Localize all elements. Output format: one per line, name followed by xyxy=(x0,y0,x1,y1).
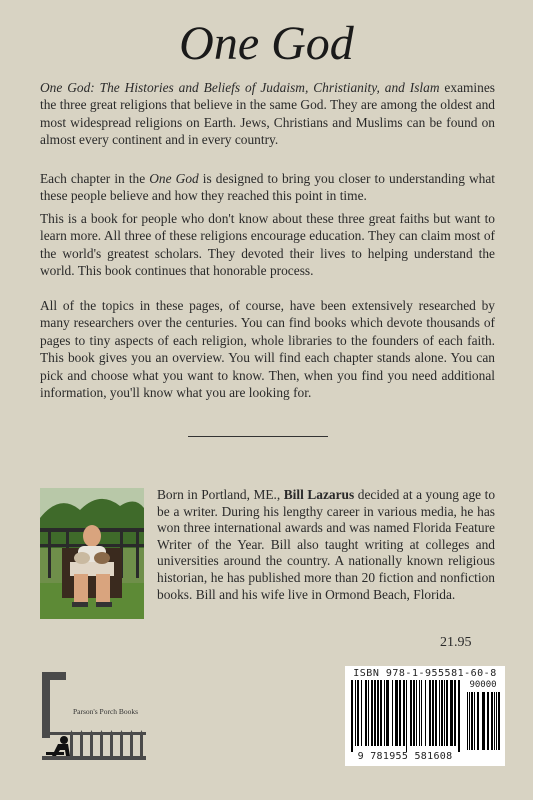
bio-text-before: Born in Portland, ME., xyxy=(157,487,284,502)
barcode-digits: 9 781955 581608 xyxy=(357,751,453,762)
author-name: Bill Lazarus xyxy=(283,487,355,502)
barcode-bars xyxy=(349,680,501,752)
intro-book-title: One God: The Histories and Beliefs of Judaism, Christianity, and Islam xyxy=(40,80,440,95)
audience-paragraph: This is a book for people who don't know about these three great faiths but want to learn more. All three of these religions encourage education. They can claim most of the world's greatest scholars. They devoted their lives to helping understand the world. This book continues that honorable process. xyxy=(40,211,495,279)
bio-text-after: decided at a young age to be a writer. During his lengthy career in various media, he has won three international awards and was named Florida Feature Writer of the Year. Bill also taught writing at colleges and universities around the country. A nationally known religious historian, he has published more than 20 fiction and nonfiction books. Bill and his wife live in Ormond Beach, Florida. xyxy=(157,487,496,602)
author-photo xyxy=(40,488,144,619)
divider-rule xyxy=(188,436,328,437)
isbn-barcode xyxy=(345,666,505,766)
chapter-paragraph xyxy=(40,170,495,205)
price: 21.95 xyxy=(440,635,472,650)
publisher-name: Parson's Porch Books xyxy=(73,707,139,716)
chapter-text-before: Each chapter in the xyxy=(40,171,150,186)
intro-text: examines the three great religions that believe in the same God. They are among the oldest and most widespread religions on Earth. Jews, Christians and Muslims can be found on almost every continent and in every country. xyxy=(40,80,495,148)
author-bio xyxy=(157,487,495,603)
intro-paragraph xyxy=(40,79,495,149)
chapter-text-after: is designed to bring you closer to understanding what these people believe and how they reached this point in time. xyxy=(40,171,496,204)
publisher-logo xyxy=(40,668,160,772)
book-title: One God xyxy=(179,17,354,70)
isbn-label: ISBN 978-1-955581-60-8 xyxy=(353,668,497,679)
price-addon-code: 90000 xyxy=(469,680,497,690)
research-paragraph: All of the topics in these pages, of course, have been extensively researched by many researchers over the centuries. You can find books which devote thousands of pages to tiny aspects of each religion, whole libraries to the founders of each faith. This book gives you an overview. You will find each chapter stands alone. You can pick and choose what you want to know. Then, when you find you need additional information, you'll know what you are looking for. xyxy=(40,298,495,401)
chapter-book-title: One God xyxy=(149,171,199,186)
